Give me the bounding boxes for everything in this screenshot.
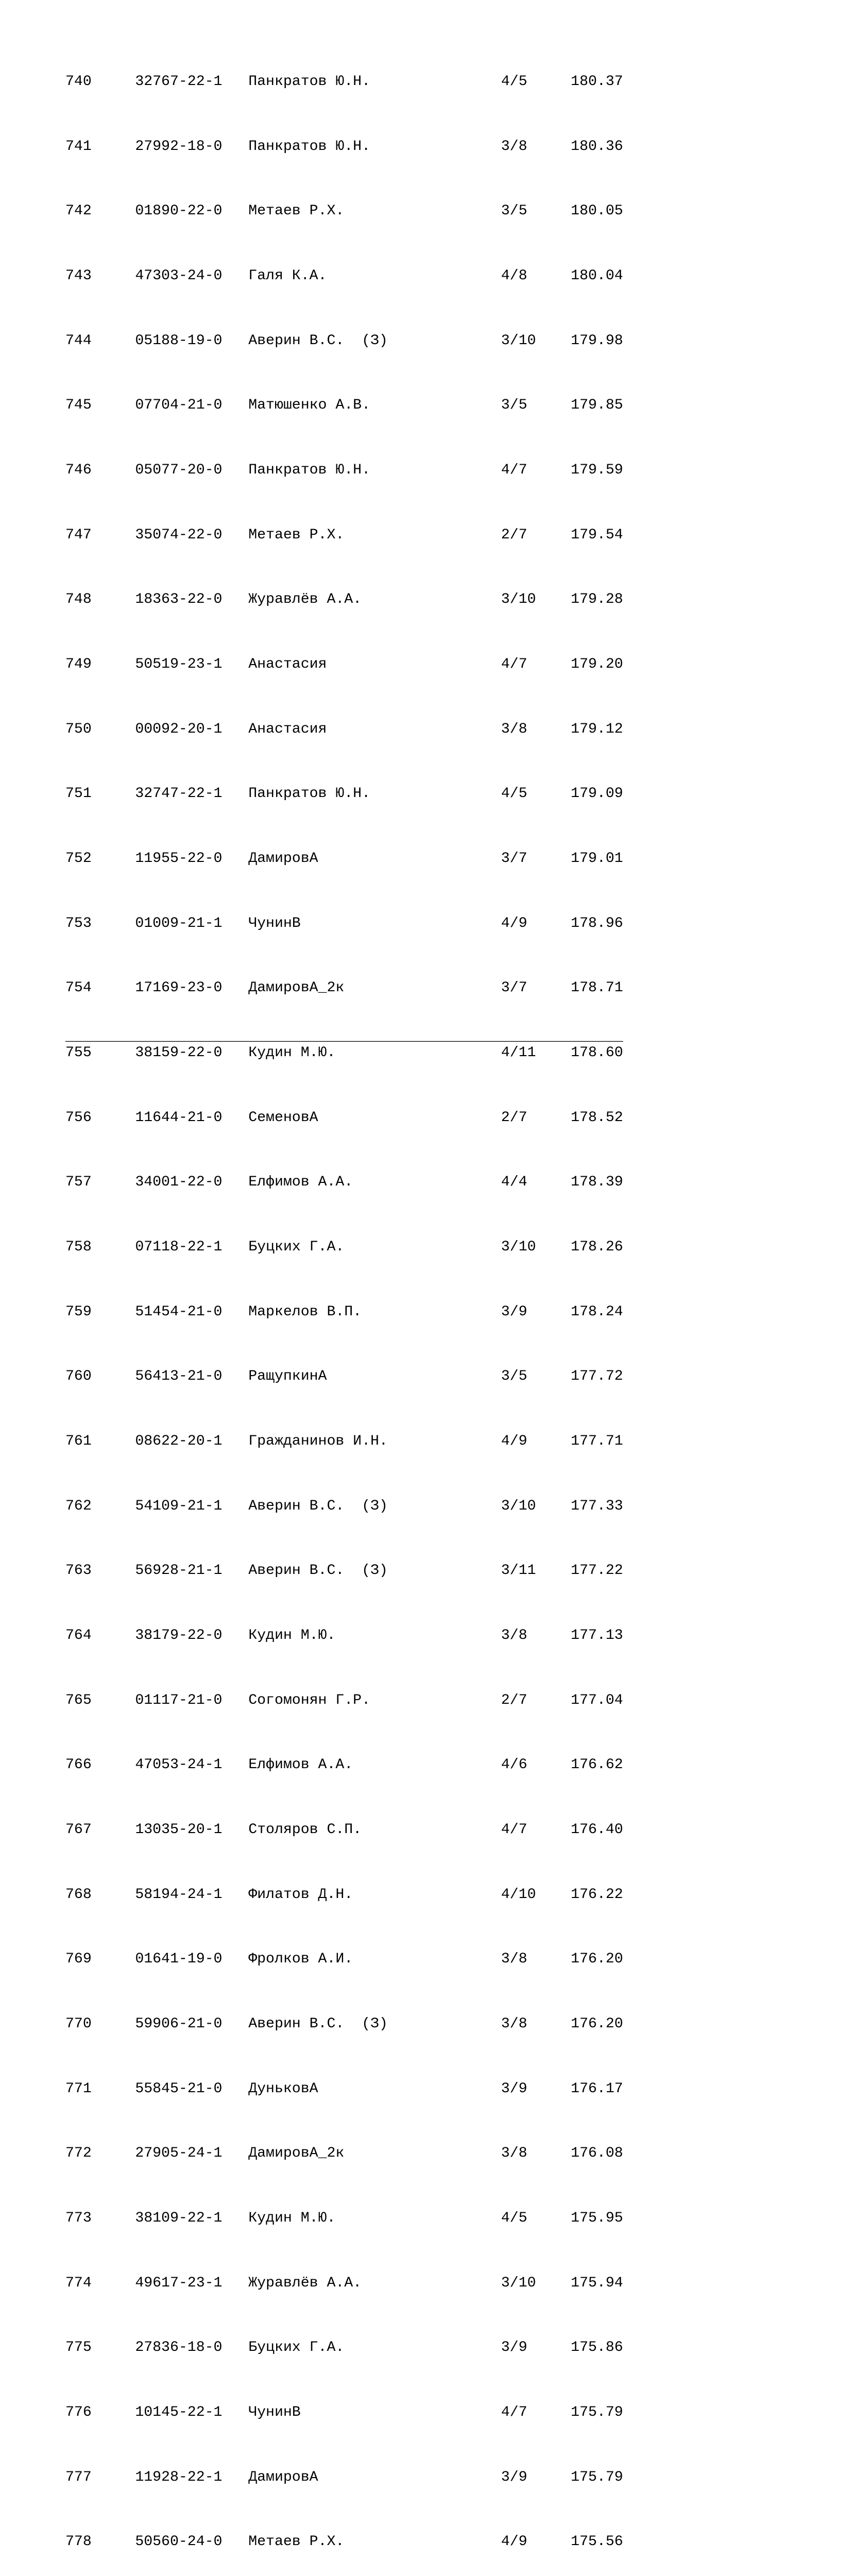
result-cell: 3/9	[501, 2340, 527, 2356]
table-row	[65, 1304, 623, 1320]
score-cell: 176.20	[571, 2016, 623, 2032]
score-cell: 176.20	[571, 1951, 623, 1968]
name-cell: ЧунинВ	[248, 915, 301, 931]
id-cell: 54109-21-1	[135, 1498, 223, 1514]
rank-cell: 749	[65, 656, 92, 672]
table-row	[65, 1110, 623, 1126]
score-cell: 176.62	[571, 1757, 623, 1773]
divider-line: ________________________________________________________________	[65, 1028, 623, 1045]
id-cell: 07118-22-1	[135, 1239, 223, 1255]
result-cell: 3/5	[501, 397, 527, 414]
table-row	[65, 721, 623, 737]
rank-cell: 778	[65, 2534, 92, 2550]
rank-cell: 757	[65, 1174, 92, 1191]
name-cell: Кудин М.Ю.	[248, 1044, 336, 1061]
table-row	[65, 2210, 623, 2226]
rank-cell: 769	[65, 1951, 92, 1968]
id-cell: 07704-21-0	[135, 397, 223, 414]
score-cell: 175.56	[571, 2534, 623, 2550]
id-cell: 56928-21-1	[135, 1563, 223, 1579]
result-cell: 4/9	[501, 915, 527, 931]
result-cell: 3/8	[501, 2145, 527, 2162]
rank-cell: 740	[65, 73, 92, 90]
result-cell: 3/9	[501, 2080, 527, 2097]
score-cell: 178.60	[571, 1044, 623, 1061]
score-cell: 177.33	[571, 1498, 623, 1514]
result-cell: 4/9	[501, 2534, 527, 2550]
name-cell: ДамировА_2к	[248, 980, 345, 996]
result-cell: 3/8	[501, 1951, 527, 1968]
id-cell: 59906-21-0	[135, 2016, 223, 2032]
table-row	[65, 397, 623, 413]
id-cell: 55845-21-0	[135, 2080, 223, 2097]
name-cell: Елфимов А.А.	[248, 1174, 353, 1191]
score-cell: 180.05	[571, 203, 623, 219]
table-row	[65, 527, 623, 543]
table-row	[65, 2534, 623, 2550]
result-cell: 4/5	[501, 73, 527, 90]
name-cell: ДамировА	[248, 850, 318, 867]
rank-cell: 750	[65, 721, 92, 737]
name-cell: Гражданинов И.Н.	[248, 1433, 388, 1449]
result-cell: 3/10	[501, 1498, 536, 1514]
name-cell: Маркелов В.П.	[248, 1303, 362, 1320]
name-cell: ДамировА_2к	[248, 2145, 345, 2162]
id-cell: 00092-20-1	[135, 721, 223, 737]
result-cell: 3/10	[501, 1239, 536, 1255]
name-cell: Столяров С.П.	[248, 1821, 362, 1838]
rank-cell: 772	[65, 2145, 92, 2162]
name-cell: Метаев Р.Х.	[248, 203, 345, 219]
rank-cell: 741	[65, 138, 92, 155]
table-row	[65, 333, 623, 349]
score-cell: 175.79	[571, 2404, 623, 2421]
score-cell: 178.24	[571, 1303, 623, 1320]
name-cell: Елфимов А.А.	[248, 1757, 353, 1773]
name-cell: Филатов Д.Н.	[248, 1886, 353, 1903]
table-row	[65, 1368, 623, 1384]
id-cell: 11644-21-0	[135, 1109, 223, 1126]
name-cell: Панкратов Ю.Н.	[248, 786, 371, 802]
score-cell: 178.52	[571, 1109, 623, 1126]
rank-cell: 747	[65, 527, 92, 543]
table-row	[65, 591, 623, 607]
rank-cell: 762	[65, 1498, 92, 1514]
name-cell: Аверин В.С. (З)	[248, 332, 388, 349]
id-cell: 58194-24-1	[135, 1886, 223, 1903]
name-cell: Журавлёв А.А.	[248, 591, 362, 608]
id-cell: 35074-22-0	[135, 527, 223, 543]
id-cell: 17169-23-0	[135, 980, 223, 996]
ranking-list	[65, 41, 623, 2576]
result-cell: 4/5	[501, 2210, 527, 2227]
score-cell: 178.39	[571, 1174, 623, 1191]
name-cell: РащупкинА	[248, 1368, 327, 1385]
id-cell: 50519-23-1	[135, 656, 223, 672]
id-cell: 32767-22-1	[135, 73, 223, 90]
id-cell: 47303-24-0	[135, 267, 223, 284]
table-row	[65, 1628, 623, 1643]
id-cell: 11928-22-1	[135, 2469, 223, 2485]
score-cell: 175.79	[571, 2469, 623, 2485]
name-cell: Согомонян Г.Р.	[248, 1692, 371, 1708]
table-row	[65, 1692, 623, 1708]
name-cell: Галя К.А.	[248, 267, 327, 284]
rank-cell: 745	[65, 397, 92, 414]
table-row	[65, 203, 623, 219]
id-cell: 01009-21-1	[135, 915, 223, 931]
name-cell: Метаев Р.Х.	[248, 2534, 345, 2550]
result-cell: 2/7	[501, 527, 527, 543]
rank-cell: 744	[65, 332, 92, 349]
rank-cell: 766	[65, 1757, 92, 1773]
result-cell: 4/5	[501, 786, 527, 802]
table-row	[65, 2081, 623, 2097]
score-cell: 179.85	[571, 397, 623, 414]
name-cell: Фролков А.И.	[248, 1951, 353, 1968]
name-cell: Панкратов Ю.Н.	[248, 138, 371, 155]
result-cell: 4/6	[501, 1757, 527, 1773]
rank-cell: 764	[65, 1627, 92, 1643]
rank-cell: 748	[65, 591, 92, 608]
table-row	[65, 1174, 623, 1190]
id-cell: 27836-18-0	[135, 2340, 223, 2356]
name-cell: Кудин М.Ю.	[248, 1627, 336, 1643]
rank-cell: 771	[65, 2080, 92, 2097]
rank-cell: 773	[65, 2210, 92, 2227]
id-cell: 01641-19-0	[135, 1951, 223, 1968]
rank-cell: 751	[65, 786, 92, 802]
result-cell: 4/8	[501, 267, 527, 284]
rank-cell: 768	[65, 1886, 92, 1903]
name-cell: Матюшенко А.В.	[248, 397, 371, 414]
score-cell: 176.40	[571, 1821, 623, 1838]
score-cell: 176.17	[571, 2080, 623, 2097]
score-cell: 178.71	[571, 980, 623, 996]
name-cell: Панкратов Ю.Н.	[248, 73, 371, 90]
name-cell: Панкратов Ю.Н.	[248, 462, 371, 478]
id-cell: 05077-20-0	[135, 462, 223, 478]
rank-cell: 742	[65, 203, 92, 219]
score-cell: 178.26	[571, 1239, 623, 1255]
table-row	[65, 786, 623, 802]
id-cell: 50560-24-0	[135, 2534, 223, 2550]
rank-cell: 761	[65, 1433, 92, 1449]
score-cell: 180.04	[571, 267, 623, 284]
name-cell: ДамировА	[248, 2469, 318, 2485]
score-cell: 180.36	[571, 138, 623, 155]
id-cell: 34001-22-0	[135, 1174, 223, 1191]
id-cell: 01117-21-0	[135, 1692, 223, 1708]
id-cell: 49617-23-1	[135, 2275, 223, 2291]
score-cell: 175.94	[571, 2275, 623, 2291]
result-cell: 3/7	[501, 850, 527, 867]
table-row	[65, 1433, 623, 1449]
rank-cell: 753	[65, 915, 92, 931]
rank-cell: 777	[65, 2469, 92, 2485]
id-cell: 18363-22-0	[135, 591, 223, 608]
table-row	[65, 1951, 623, 1967]
table-row	[65, 851, 623, 867]
score-cell: 177.04	[571, 1692, 623, 1708]
score-cell: 179.59	[571, 462, 623, 478]
score-cell: 179.09	[571, 786, 623, 802]
table-row	[65, 2469, 623, 2485]
result-cell: 4/4	[501, 1174, 527, 1191]
id-cell: 47053-24-1	[135, 1757, 223, 1773]
id-cell: 08622-20-1	[135, 1433, 223, 1449]
score-cell: 177.22	[571, 1563, 623, 1579]
rank-cell: 776	[65, 2404, 92, 2421]
rank-cell: 752	[65, 850, 92, 867]
score-cell: 179.98	[571, 332, 623, 349]
result-cell: 3/9	[501, 2469, 527, 2485]
table-row	[65, 656, 623, 672]
result-cell: 4/9	[501, 1433, 527, 1449]
table-row	[65, 1887, 623, 1903]
id-cell: 27905-24-1	[135, 2145, 223, 2162]
result-cell: 3/8	[501, 138, 527, 155]
table-row	[65, 980, 623, 996]
id-cell: 32747-22-1	[135, 786, 223, 802]
result-cell: 3/8	[501, 2016, 527, 2032]
table-row	[65, 462, 623, 478]
name-cell: Аверин В.С. (З)	[248, 1563, 388, 1579]
table-row	[65, 1822, 623, 1838]
score-cell: 176.08	[571, 2145, 623, 2162]
name-cell: Аверин В.С. (З)	[248, 1498, 388, 1514]
score-cell: 176.22	[571, 1886, 623, 1903]
result-cell: 2/7	[501, 1109, 527, 1126]
name-cell: Буцких Г.А.	[248, 1239, 345, 1255]
score-cell: 179.20	[571, 656, 623, 672]
table-row	[65, 2016, 623, 2032]
id-cell: 05188-19-0	[135, 332, 223, 349]
result-cell: 4/7	[501, 2404, 527, 2421]
rank-cell: 759	[65, 1303, 92, 1320]
result-cell: 3/10	[501, 2275, 536, 2291]
result-cell: 3/10	[501, 332, 536, 349]
rank-cell: 765	[65, 1692, 92, 1708]
rank-cell: 743	[65, 267, 92, 284]
score-cell: 179.28	[571, 591, 623, 608]
result-cell: 3/9	[501, 1303, 527, 1320]
name-cell: Метаев Р.Х.	[248, 527, 345, 543]
name-cell: ЧунинВ	[248, 2404, 301, 2421]
name-cell: Буцких Г.А.	[248, 2340, 345, 2356]
score-cell: 179.01	[571, 850, 623, 867]
rank-cell: 755	[65, 1044, 92, 1061]
score-cell: 179.12	[571, 721, 623, 737]
result-cell: 4/7	[501, 1821, 527, 1838]
rank-cell: 770	[65, 2016, 92, 2032]
score-cell: 179.54	[571, 527, 623, 543]
result-cell: 3/11	[501, 1563, 536, 1579]
id-cell: 11955-22-0	[135, 850, 223, 867]
score-cell: 177.13	[571, 1627, 623, 1643]
name-cell: Анастасия	[248, 656, 327, 672]
rank-cell: 746	[65, 462, 92, 478]
table-row	[65, 916, 623, 931]
score-cell: 175.86	[571, 2340, 623, 2356]
result-cell: 3/5	[501, 203, 527, 219]
name-cell: СеменовА	[248, 1109, 318, 1126]
name-cell: Журавлёв А.А.	[248, 2275, 362, 2291]
table-row	[65, 268, 623, 284]
result-cell: 3/8	[501, 721, 527, 737]
table-row	[65, 2340, 623, 2355]
id-cell: 01890-22-0	[135, 203, 223, 219]
name-cell: Анастасия	[248, 721, 327, 737]
rank-cell: 775	[65, 2340, 92, 2356]
table-row	[65, 74, 623, 90]
result-cell: 4/7	[501, 656, 527, 672]
rank-cell: 767	[65, 1821, 92, 1838]
table-row	[65, 2275, 623, 2291]
table-row	[65, 1757, 623, 1773]
rank-cell: 756	[65, 1109, 92, 1126]
rank-cell: 758	[65, 1239, 92, 1255]
id-cell: 56413-21-0	[135, 1368, 223, 1385]
score-cell: 177.71	[571, 1433, 623, 1449]
table-row	[65, 1239, 623, 1255]
id-cell: 27992-18-0	[135, 138, 223, 155]
score-cell: 177.72	[571, 1368, 623, 1385]
table-row	[65, 1498, 623, 1514]
result-cell: 4/7	[501, 462, 527, 478]
table-row	[65, 2404, 623, 2420]
id-cell: 38179-22-0	[135, 1627, 223, 1643]
rank-cell: 763	[65, 1563, 92, 1579]
score-cell: 180.37	[571, 73, 623, 90]
name-cell: Кудин М.Ю.	[248, 2210, 336, 2227]
score-cell: 178.96	[571, 915, 623, 931]
result-cell: 3/8	[501, 1627, 527, 1643]
id-cell: 51454-21-0	[135, 1303, 223, 1320]
table-row	[65, 2145, 623, 2161]
result-cell: 2/7	[501, 1692, 527, 1708]
table-row	[65, 1563, 623, 1579]
name-cell: Аверин В.С. (З)	[248, 2016, 388, 2032]
table-row	[65, 1045, 623, 1061]
table-row	[65, 139, 623, 155]
id-cell: 10145-22-1	[135, 2404, 223, 2421]
name-cell: ДуньковА	[248, 2080, 318, 2097]
id-cell: 13035-20-1	[135, 1821, 223, 1838]
rank-cell: 754	[65, 980, 92, 996]
result-cell: 3/7	[501, 980, 527, 996]
result-cell: 3/10	[501, 591, 536, 608]
id-cell: 38159-22-0	[135, 1044, 223, 1061]
result-cell: 4/11	[501, 1044, 536, 1061]
rank-cell: 760	[65, 1368, 92, 1385]
result-cell: 3/5	[501, 1368, 527, 1385]
rank-cell: 774	[65, 2275, 92, 2291]
result-cell: 4/10	[501, 1886, 536, 1903]
id-cell: 38109-22-1	[135, 2210, 223, 2227]
score-cell: 175.95	[571, 2210, 623, 2227]
